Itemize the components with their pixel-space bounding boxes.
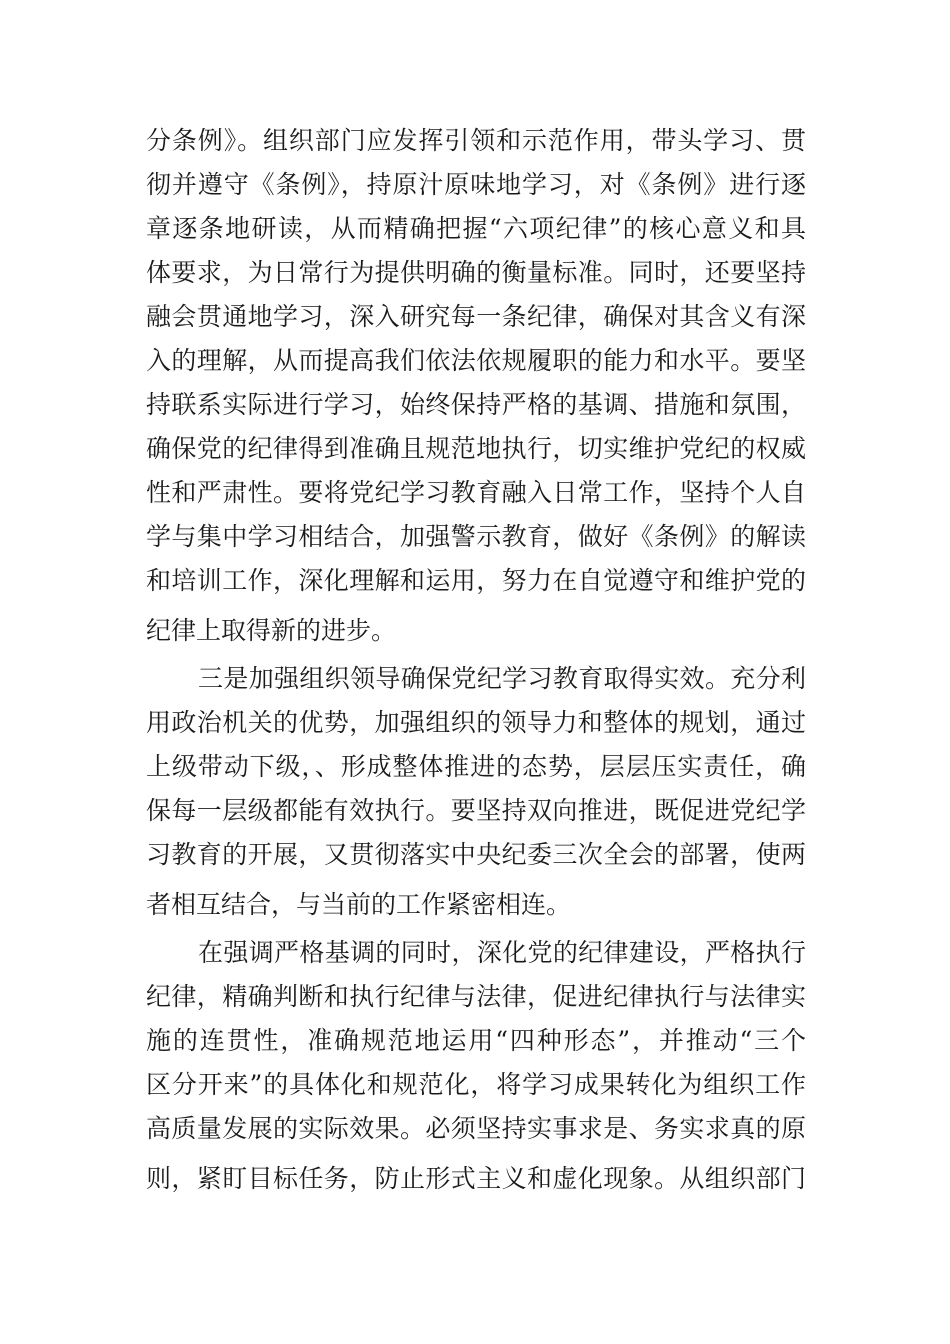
paragraph-1-line-4: 体要求，为日常行为提供明确的衡量标准。同时，还要坚持 [146,258,806,287]
paragraph-1-line-3: 章逐条地研读，从而精确把握“六项纪律”的核心意义和具 [146,214,806,243]
paragraph-2-line-4: 保每一层级都能有效执行。要坚持双向推进，既促进党纪学 [146,796,806,825]
paragraph-2-line-5: 习教育的开展，又贯彻落实中央纪委三次全会的部署，使两 [146,840,806,869]
paragraph-1-line-5: 融会贯通地学习，深入研究每一条纪律，确保对其含义有深 [146,302,806,331]
paragraph-1-line-1: 分条例》。组织部门应发挥引领和示范作用，带头学习、贯 [146,126,806,155]
paragraph-1-line-9: 性和严肃性。要将党纪学习教育融入日常工作，坚持个人自 [146,478,806,507]
paragraph-2-line-3: 上级带动下级，、形成整体推进的态势，层层压实责任，确 [146,752,806,781]
paragraph-2-line-1: 三是加强组织领导确保党纪学习教育取得实效。充分利 [198,664,806,693]
paragraph-3-line-4: 区分开来”的具体化和规范化，将学习成果转化为组织工作 [146,1070,806,1099]
paragraph-2-line-2: 用政治机关的优势，加强组织的领导力和整体的规划，通过 [146,708,806,737]
paragraph-1-line-6: 入的理解，从而提高我们依法依规履职的能力和水平。要坚 [146,346,806,375]
paragraph-1-line-12: 纪律上取得新的进步。 [146,616,397,645]
paragraph-1-line-10: 学与集中学习相结合，加强警示教育，做好《条例》的解读 [146,522,806,551]
paragraph-1-line-7: 持联系实际进行学习，始终保持严格的基调、措施和氛围， [146,390,806,419]
paragraph-3-line-6: 则，紧盯目标任务，防止形式主义和虚化现象。从组织部门 [146,1164,806,1193]
paragraph-3-line-1: 在强调严格基调的同时，深化党的纪律建设，严格执行 [198,938,806,967]
paragraph-3-line-5: 高质量发展的实际效果。必须坚持实事求是、务实求真的原 [146,1114,806,1143]
paragraph-1-line-11: 和培训工作，深化理解和运用，努力在自觉遵守和维护党的 [146,566,806,595]
paragraph-2-line-6: 者相互结合，与当前的工作紧密相连。 [146,890,572,919]
paragraph-1-line-8: 确保党的纪律得到准确且规范地执行，切实维护党纪的权威 [146,434,806,463]
paragraph-3-line-2: 纪律，精确判断和执行纪律与法律，促进纪律执行与法律实 [146,982,806,1011]
paragraph-3-line-3: 施的连贯性，准确规范地运用“四种形态”，并推动“三个 [146,1026,806,1055]
paragraph-1-line-2: 彻并遵守《条例》，持原汁原味地学习，对《条例》进行逐 [146,170,806,199]
